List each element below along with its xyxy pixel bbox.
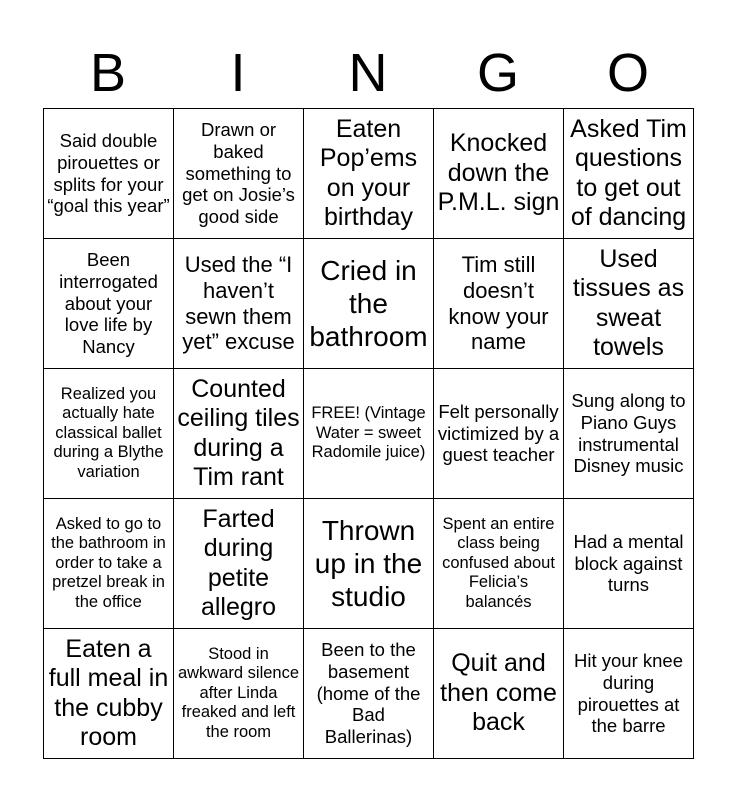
- header-letter-i: I: [230, 43, 246, 103]
- header-letter-n: N: [348, 43, 388, 103]
- bingo-cell-r1c4[interactable]: Knocked down the P.M.L. sign: [434, 109, 564, 239]
- bingo-cell-r1c5[interactable]: Asked Tim questions to get out of dancing: [564, 109, 694, 239]
- bingo-cell-r5c3[interactable]: Been to the basement (home of the Bad Ballerinas): [304, 629, 434, 759]
- bingo-cell-r3c5[interactable]: Sung along to Piano Guys instrumental Disney music: [564, 369, 694, 499]
- bingo-cell-r3c2[interactable]: Counted ceiling tiles during a Tim rant: [174, 369, 304, 499]
- board-row-3: [44, 369, 694, 499]
- board-row-4: [44, 499, 694, 629]
- bingo-cell-r3c4[interactable]: Felt personally victimized by a guest teacher: [434, 369, 564, 499]
- bingo-cell-r5c4[interactable]: Quit and then come back: [434, 629, 564, 759]
- bingo-cell-r1c2[interactable]: Drawn or baked something to get on Josie’s good side: [174, 109, 304, 239]
- bingo-cell-r5c5[interactable]: Hit your knee during pirouettes at the barre: [564, 629, 694, 759]
- header-letter-o: O: [606, 43, 649, 103]
- bingo-cell-r1c1[interactable]: Said double pirouettes or splits for your “goal this year”: [44, 109, 174, 239]
- bingo-cell-r4c5[interactable]: Had a mental block against turns: [564, 499, 694, 629]
- bingo-cell-r4c3[interactable]: Thrown up in the studio: [304, 499, 434, 629]
- bingo-cell-r5c1[interactable]: Eaten a full meal in the cubby room: [44, 629, 174, 759]
- board-row-5: [44, 629, 694, 759]
- board-row-2: [44, 239, 694, 369]
- bingo-board: [43, 108, 694, 759]
- bingo-cell-r1c3[interactable]: Eaten Pop’ems on your birthday: [304, 109, 434, 239]
- bingo-cell-r2c2[interactable]: Used the “I haven’t sewn them yet” excuse: [174, 239, 304, 369]
- bingo-cell-r2c5[interactable]: Used tissues as sweat towels: [564, 239, 694, 369]
- bingo-cell-r5c2[interactable]: Stood in awkward silence after Linda freaked and left the room: [174, 629, 304, 759]
- board-row-1: [44, 109, 694, 239]
- bingo-cell-r4c4[interactable]: Spent an entire class being confused about Felicia’s balancés: [434, 499, 564, 629]
- bingo-cell-r2c1[interactable]: Been interrogated about your love life by Nancy: [44, 239, 174, 369]
- bingo-cell-r2c3[interactable]: Cried in the bathroom: [304, 239, 434, 369]
- bingo-cell-r4c1[interactable]: Asked to go to the bathroom in order to take a pretzel break in the office: [44, 499, 174, 629]
- bingo-cell-r2c4[interactable]: Tim still doesn’t know your name: [434, 239, 564, 369]
- header-letter-b: B: [89, 43, 127, 103]
- header-letter-g: G: [476, 43, 519, 103]
- bingo-cell-r4c2[interactable]: Farted during petite allegro: [174, 499, 304, 629]
- bingo-cell-r3c1[interactable]: Realized you actually hate classical ballet during a Blythe variation: [44, 369, 174, 499]
- bingo-header: [43, 38, 693, 108]
- bingo-cell-r3c3[interactable]: FREE! (Vintage Water = sweet Radomile juice): [304, 369, 434, 499]
